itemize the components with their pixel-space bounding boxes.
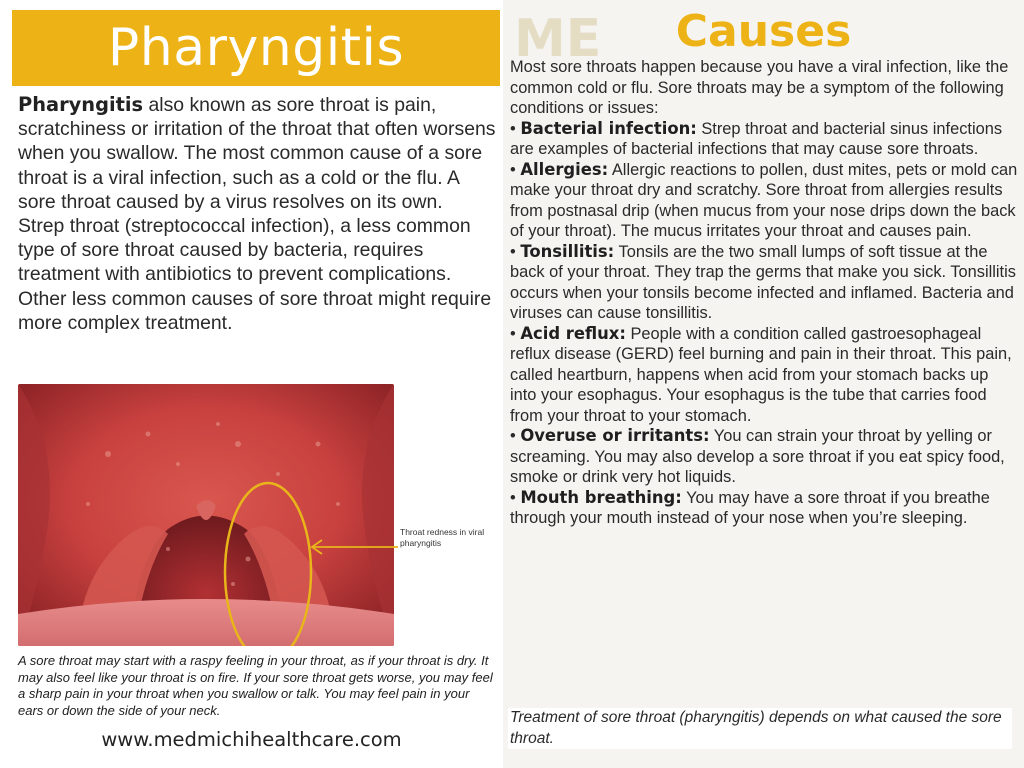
page-title: Pharyngitis [107,18,405,78]
cause-item [510,426,1018,488]
cause-text: People with a condition called gastroesophageal reflux disease (GERD) feel burning and pain in their throat. This pain, called heartburn, happens when acid from your stomach backs up into your esophagus. Your esophagus is the tube that carries food from your throat to your stomach. [510,324,1012,425]
bullet-icon: • [510,324,516,343]
cause-label: Tonsillitis: [520,241,615,261]
cause-text: Strep throat and bacterial sinus infections are examples of bacterial infections that may cause sore throats. [510,119,1003,158]
intro-paragraph-2: Strep throat (streptococcal infection), a less common type of sore throat caused by bacteria, requires treatment with antibiotics to prevent complications. Other less common causes of sore throat might require more complex treatment. [18,215,492,334]
cause-text: Allergic reactions to pollen, dust mites, pets or mold can make your throat dry and scratchy. Sore throat from allergies results from postnasal drip (when mucus from your nose drips down the back of your throat). The mucus irritates your throat and causes pain. [510,160,1018,240]
intro-term: Pharyngitis [18,93,144,116]
cause-text: You can strain your throat by yelling or screaming. You may also develop a sore throat if you eat spicy food, smoke or drink very hot liquids. [510,427,1005,486]
annotation-arrow-icon [310,537,410,557]
bullet-icon: • [510,242,516,261]
intro-paragraph-1 [18,93,496,214]
cause-item [510,160,1018,242]
intro-text [18,93,496,335]
cause-item [510,488,1018,529]
causes-body [510,57,1018,529]
cause-label: Acid reflux: [520,323,626,343]
throat-illustration [18,384,394,646]
cause-item [510,242,1018,324]
cause-text: You may have a sore throat if you breathe through your mouth instead of your nose when you’re sleeping. [510,488,990,527]
cause-item [510,324,1018,427]
throat-photo [18,384,394,646]
causes-title: Causes [675,6,852,57]
pharyngitis-title-banner [12,10,500,86]
cause-label: Overuse or irritants: [520,426,710,445]
image-caption: A sore throat may start with a raspy feeling in your throat, as if your throat is dry. It may also feel like your throat is on fire. If your sore throat gets worse, you may feel a sharp pain in your throat when you swallow or talk. You may feel pain in your ears or down the side of your neck. [18,653,493,718]
bullet-icon: • [510,488,516,507]
cause-item [510,119,1018,160]
bullet-icon: • [510,119,516,138]
cause-label: Bacterial infection: [520,118,697,138]
cause-label: Mouth breathing: [520,487,682,507]
cause-text: Tonsils are the two small lumps of soft tissue at the back of your throat. They trap the germs that make you sick. Tonsillitis occurs when your tonsils become infected and inflamed. Bacteria and viruses can cause tonsillitis. [510,242,1016,322]
intro-p1-text: also known as sore throat is pain, scratchiness or irritation of the throat that often worsens when you swallow. The most common cause of a sore throat is a viral infection, such as a cold or the flu. A sore throat caused by a virus resolves on its own. [18,94,496,213]
treatment-note: Treatment of sore throat (pharyngitis) depends on what caused the sore throat. [508,708,1012,749]
causes-intro: Most sore throats happen because you have a viral infection, like the common cold or flu. Sore throats may be a symptom of the following conditions or issues: [510,58,1009,117]
image-annotation: Throat redness in viral pharyngitis [400,527,485,548]
bullet-icon: • [510,427,516,445]
website-link[interactable]: www.medmichihealthcare.com [101,728,402,751]
svg-text:ME: ME [514,12,602,62]
cause-label: Allergies: [520,159,609,179]
bullet-icon: • [510,160,516,179]
